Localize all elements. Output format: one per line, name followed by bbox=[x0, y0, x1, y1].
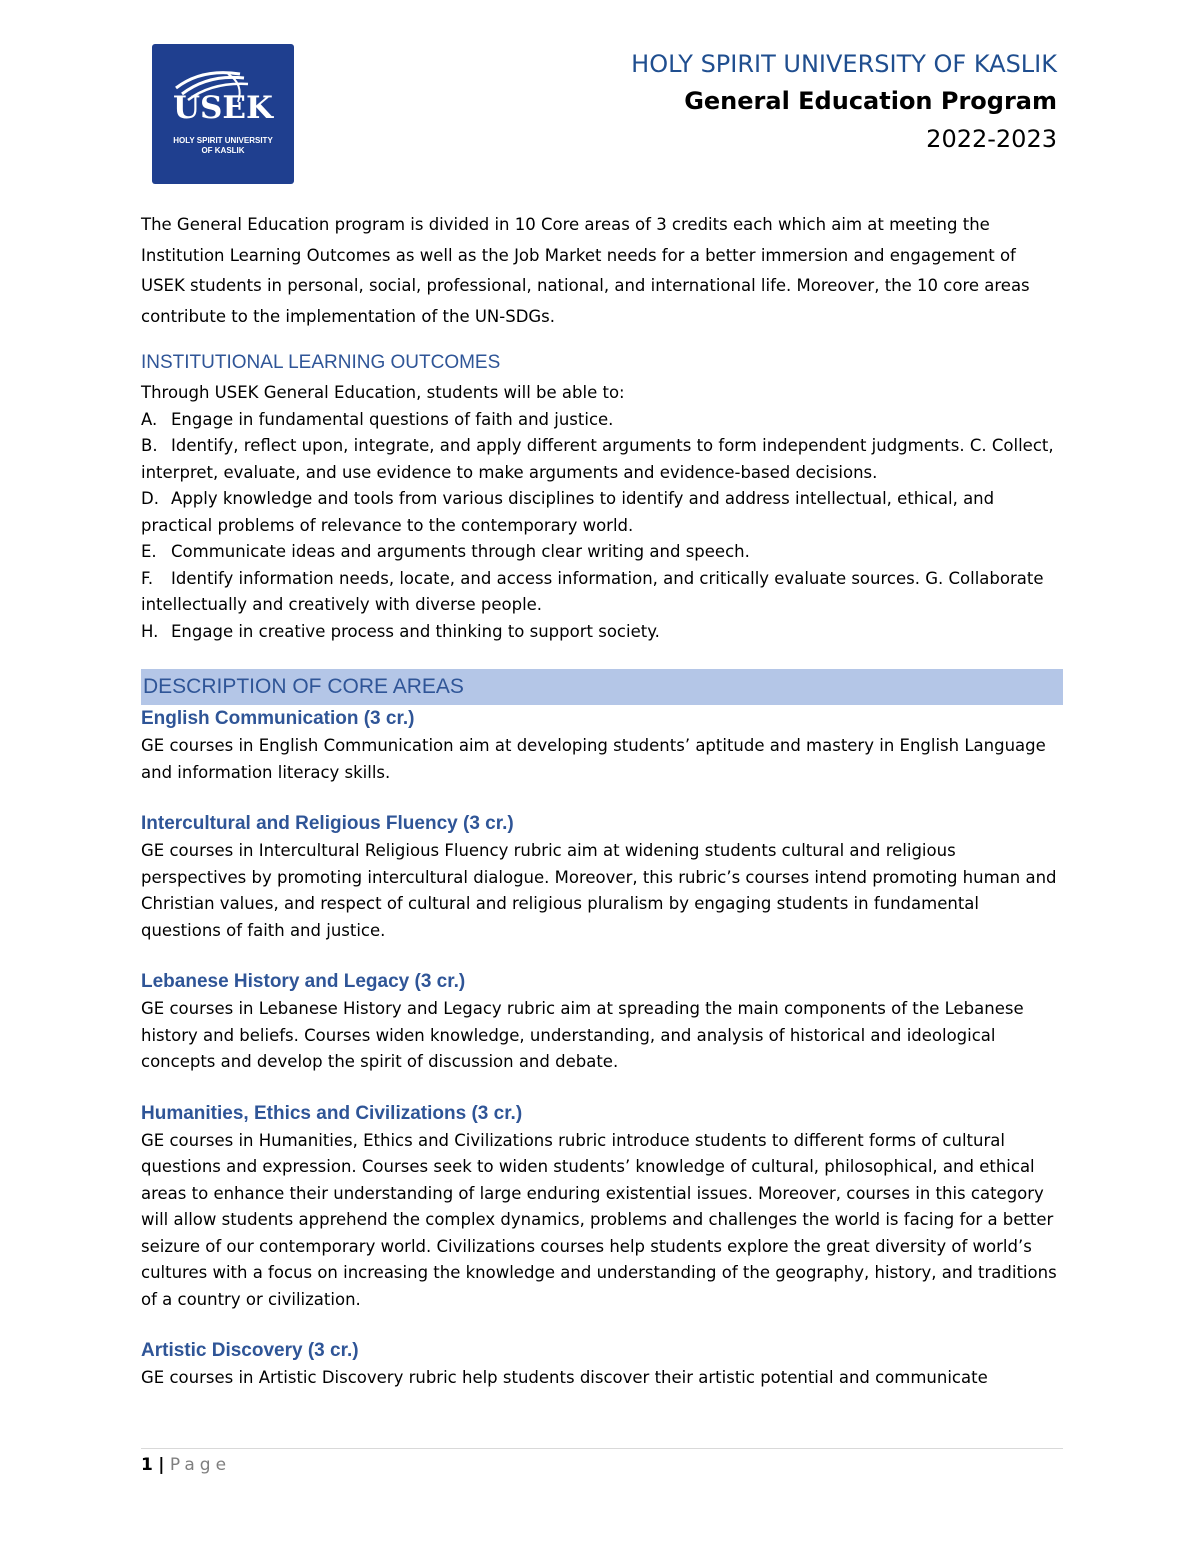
ilo-letter: A. bbox=[141, 409, 158, 429]
ilo-letter: D. bbox=[141, 489, 159, 508]
area-description: GE courses in Intercultural Religious Fluency rubric aim at widening students cultural and religious perspectives by promoting intercultural dialogue. Moreover, this rubric’s courses intend promoting human and Christian values, and respect of cultural and religious pluralism by engaging students in fundamental questions of faith and justice. bbox=[141, 841, 1057, 940]
area-title: English Communication (3 cr.) bbox=[141, 708, 415, 729]
footer-divider bbox=[141, 1448, 1063, 1449]
ilo-item-a bbox=[141, 407, 1063, 434]
ilo-letter: H. bbox=[141, 621, 159, 641]
core-area-intercultural bbox=[141, 810, 1063, 944]
core-areas-heading: DESCRIPTION OF CORE AREAS bbox=[141, 669, 1063, 705]
ilo-text: Identify information needs, locate, and access information, and critically evaluate sources. G. Collaborate intellectually and creatively with diverse people. bbox=[141, 568, 1044, 614]
document-header bbox=[631, 46, 1057, 158]
ilo-item-e bbox=[141, 539, 1063, 566]
document-body bbox=[141, 210, 1063, 1416]
ilo-letter: B. bbox=[141, 436, 158, 455]
page-label: Page bbox=[169, 1455, 232, 1475]
core-area-artistic bbox=[141, 1337, 1063, 1392]
footer-separator: | bbox=[158, 1455, 165, 1475]
program-title: General Education Program bbox=[684, 87, 1057, 115]
university-name: HOLY SPIRIT UNIVERSITY OF KASLIK bbox=[631, 50, 1057, 78]
ilo-item-d bbox=[141, 486, 1063, 539]
usek-logo bbox=[152, 44, 294, 184]
ilo-text: Engage in creative process and thinking to support society. bbox=[171, 621, 660, 641]
intro-paragraph: The General Education program is divided in 10 Core areas of 3 credits each which aim at meeting the Institution Learning Outcomes as well as the Job Market needs for a better immersion and engagement of USEK students in personal, social, professional, national, and international life. Moreover, the 10 core areas contribute to the implementation of the UN-SDGs. bbox=[141, 215, 1030, 326]
area-description: GE courses in Lebanese History and Legacy rubric aim at spreading the main components of the Lebanese history and beliefs. Courses widen knowledge, understanding, and analysis of historical and ideological concepts and develop the spirit of discussion and debate. bbox=[141, 999, 1024, 1071]
ilo-lead: Through USEK General Education, students will be able to: bbox=[141, 383, 625, 402]
ilo-letter: F. bbox=[141, 568, 154, 588]
page-number: 1 bbox=[141, 1455, 153, 1475]
core-area-english bbox=[141, 705, 1063, 786]
ilo-list bbox=[141, 407, 1063, 646]
core-area-humanities bbox=[141, 1100, 1063, 1314]
logo-subtitle-line1: HOLY SPIRIT UNIVERSITY bbox=[173, 136, 273, 145]
area-title: Artistic Discovery (3 cr.) bbox=[141, 1340, 359, 1361]
logo-subtitle-line2: OF KASLIK bbox=[201, 146, 245, 155]
ilo-heading: INSTITUTIONAL LEARNING OUTCOMES bbox=[141, 352, 501, 373]
ilo-text: Apply knowledge and tools from various disciplines to identify and address intellectual, ethical, and practical problems of relevance to the contemporary world. bbox=[141, 489, 995, 535]
logo-wordmark: USEK bbox=[173, 90, 273, 126]
area-title: Intercultural and Religious Fluency (3 cr.) bbox=[141, 813, 514, 834]
area-description: GE courses in English Communication aim at developing students’ aptitude and mastery in English Language and information literacy skills. bbox=[141, 736, 1046, 782]
area-description: GE courses in Artistic Discovery rubric help students discover their artistic potential and communicate bbox=[141, 1368, 988, 1387]
academic-year: 2022-2023 bbox=[926, 125, 1057, 153]
area-title: Lebanese History and Legacy (3 cr.) bbox=[141, 971, 466, 992]
ilo-item-h bbox=[141, 619, 1063, 646]
page-footer bbox=[141, 1452, 231, 1478]
ilo-letter: E. bbox=[141, 542, 157, 561]
area-title: Humanities, Ethics and Civilizations (3 cr.) bbox=[141, 1102, 523, 1124]
ilo-text: Engage in fundamental questions of faith and justice. bbox=[171, 409, 614, 429]
ilo-text: Identify, reflect upon, integrate, and apply different arguments to form independent judgments. C. Collect, interpret, evaluate, and use evidence to make arguments and evidence-based decisions. bbox=[141, 436, 1054, 482]
ilo-item-b bbox=[141, 433, 1063, 486]
core-area-lebanese-history bbox=[141, 968, 1063, 1076]
ilo-item-f bbox=[141, 566, 1063, 619]
area-description: GE courses in Humanities, Ethics and Civilizations rubric introduce students to different forms of cultural questions and expression. Courses seek to widen students’ knowledge of cultural, philosophical, and ethical areas to enhance their understanding of large enduring existential issues. Moreover, courses in this category will allow students apprehend the complex dynamics, problems and challenges the world is facing for a better seizure of our contemporary world. Civilizations courses help students explore the great diversity of world’s cultures with a focus on increasing the knowledge and understanding of the geography, history, and traditions of a country or civilization. bbox=[141, 1130, 1057, 1309]
ilo-text: Communicate ideas and arguments through clear writing and speech. bbox=[171, 542, 750, 561]
logo-subtitle bbox=[152, 136, 294, 156]
